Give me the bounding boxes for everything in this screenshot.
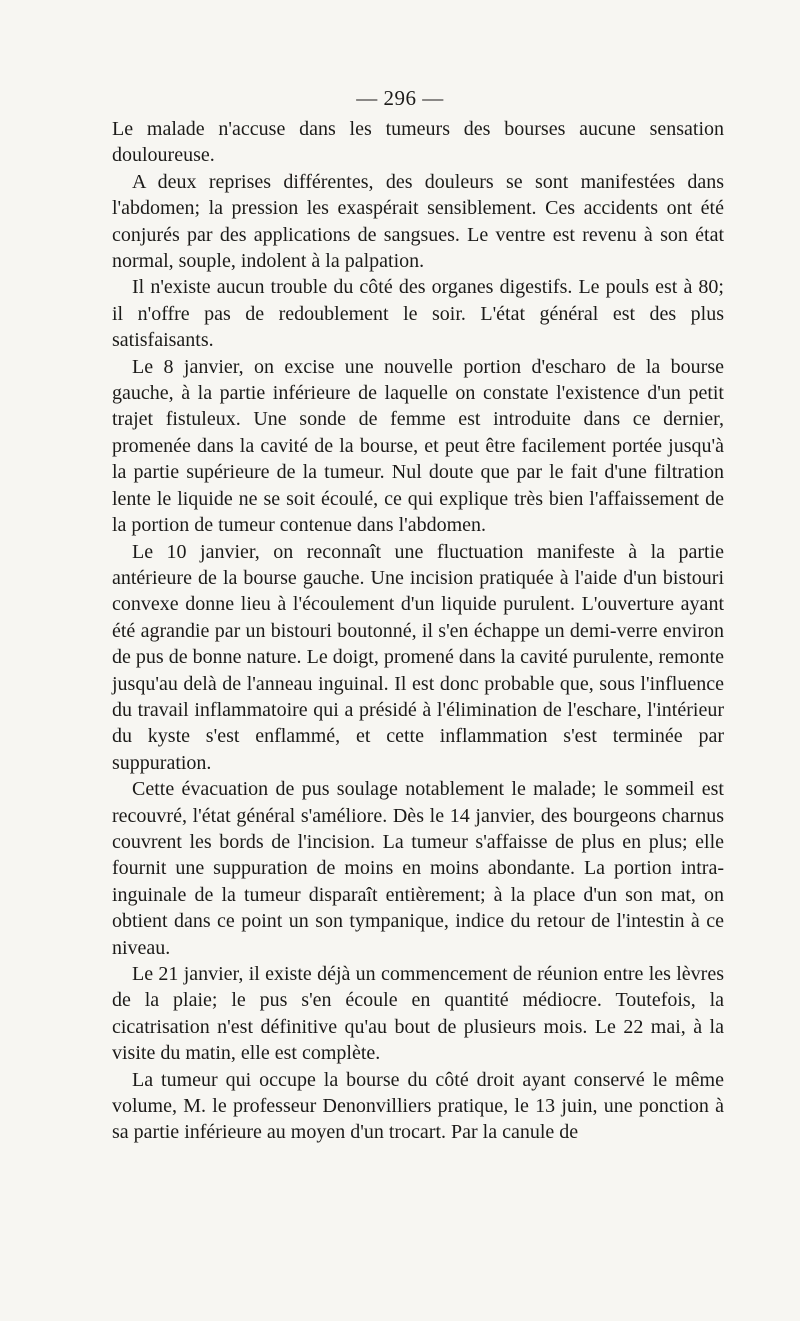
body-text	[112, 116, 724, 1146]
paragraph: Le 8 janvier, on excise une nouvelle portion d'escharo de la bourse gauche, à la partie inférieure de laquelle on constate l'existence d'un petit trajet fistuleux. Une sonde de femme est introduite dans ce dernier, promenée dans la cavité de la bourse, et peut être facilement portée jusqu'à la partie supérieure de la tumeur. Nul doute que par le fait d'une filtration lente le liquide ne se soit écoulé, ce qui explique très bien l'affaissement de la portion de tumeur contenue dans l'abdomen.	[112, 355, 724, 537]
paragraph: Le malade n'accuse dans les tumeurs des bourses aucune sensation douloureuse.	[112, 118, 724, 167]
page-number: — 296 —	[356, 86, 444, 110]
paragraph: Cette évacuation de pus soulage notablement le malade; le sommeil est recouvré, l'état général s'améliore. Dès le 14 janvier, des bourgeons charnus couvrent les bords de l'incision. La tumeur s'affaisse de plus en plus; elle fournit une suppuration de moins en moins abondante. La portion intra-inguinale de la tumeur disparaît entièrement; à la place d'un son mat, on obtient dans ce point un son tympanique, indice du retour de l'intestin à ce niveau.	[112, 778, 724, 959]
paragraph: Le 21 janvier, il existe déjà un commencement de réunion entre les lèvres de la plaie; le pus s'en écoule en quantité médiocre. Toutefois, la cicatrisation n'est définitive qu'au bout de plusieurs mois. Le 22 mai, à la visite du matin, elle est complète.	[112, 963, 724, 1065]
paragraph: La tumeur qui occupe la bourse du côté droit ayant conservé le même volume, M. le professeur Denonvilliers pratique, le 13 juin, une ponction à sa partie inférieure au moyen d'un trocart. Par la canule de	[112, 1068, 724, 1144]
paragraph: Il n'existe aucun trouble du côté des organes digestifs. Le pouls est à 80; il n'offre pas de redoublement le soir. L'état général est des plus satisfaisants.	[112, 276, 724, 352]
paragraph: A deux reprises différentes, des douleurs se sont manifestées dans l'abdomen; la pression les exaspérait sensiblement. Ces accidents ont été conjurés par des applications de sangsues. Le ventre est revenu à son état normal, souple, indolent à la palpation.	[112, 170, 724, 273]
paragraph: Le 10 janvier, on reconnaît une fluctuation manifeste à la partie antérieure de la bourse gauche. Une incision pratiquée à l'aide d'un bistouri convexe donne lieu à l'écoulement d'un liquide purulent. L'ouverture ayant été agrandie par un bistouri boutonné, il s'en échappe un demi-verre environ de pus de bonne nature. Le doigt, promené dans la cavité purulente, remonte jusqu'au delà de l'anneau inguinal. Il est donc probable que, sous l'influence du travail inflammatoire qui a présidé à l'élimination de l'eschare, l'intérieur du kyste s'est enflammé, et cette inflammation s'est terminée par suppuration.	[112, 540, 724, 774]
